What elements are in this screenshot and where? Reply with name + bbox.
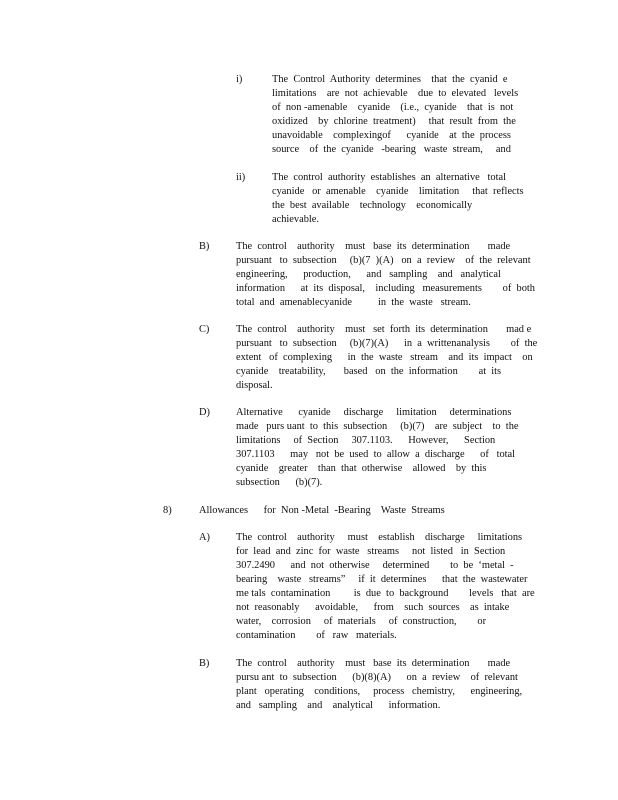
paragraph-lead-zinc-limitations bbox=[236, 531, 535, 643]
text-line: made purs uant to this subsection (b)(7) are subject to the bbox=[236, 421, 519, 432]
text-line: source of the cyanide -bearing waste stream, and bbox=[272, 144, 511, 155]
text-line: and sampling and analytical information. bbox=[236, 700, 441, 711]
text-line: achievable. bbox=[272, 214, 320, 225]
text-line: 307.2490 and not otherwise determined to be ‘metal - bbox=[236, 560, 514, 571]
item-marker: i) bbox=[236, 74, 243, 85]
text-line: contamination of raw materials. bbox=[236, 630, 397, 641]
text-line: 307.1103 may not be used to allow a discharge of total bbox=[236, 449, 516, 460]
section-heading: Allowances for Non -Metal -Bearing Waste Streams bbox=[199, 505, 445, 516]
item-marker: B) bbox=[199, 241, 210, 252]
text-line: engineering, production, and sampling and analytical bbox=[236, 269, 501, 280]
text-line: The Control Authority determines that the cyanid e bbox=[272, 74, 508, 85]
text-line: information at its disposal, including measurements of both bbox=[236, 283, 535, 294]
text-line: limitations of Section 307.1103. However, Section bbox=[236, 435, 496, 446]
text-line: Alternative cyanide discharge limitation determinations bbox=[236, 407, 512, 418]
text-line: The control authority must base its determination made bbox=[236, 658, 511, 669]
paragraph-alternative-discharge bbox=[236, 406, 519, 490]
text-line: me tals contamination is due to background levels that are bbox=[236, 588, 535, 599]
text-line: disposal. bbox=[236, 380, 273, 391]
text-line: cyanide or amenable cyanide limitation that reflects bbox=[272, 186, 524, 197]
text-line: total and amenablecyanide in the waste stream. bbox=[236, 297, 471, 308]
item-marker: B) bbox=[199, 658, 210, 669]
text-line: plant operating conditions, process chemistry, engineering, bbox=[236, 686, 523, 697]
text-line: The control authority must base its determination made bbox=[236, 241, 511, 252]
text-line: of non -amenable cyanide (i.e., cyanide that is not bbox=[272, 102, 514, 113]
text-line: water, corrosion of materials of construction, or bbox=[236, 616, 487, 627]
text-line: for lead and zinc for waste streams not listed in Section bbox=[236, 546, 506, 557]
text-line: unavoidable complexingof cyanide at the process bbox=[272, 130, 511, 141]
text-line: subsection (b)(7). bbox=[236, 477, 323, 488]
paragraph-cyanide-not-achievable bbox=[272, 73, 518, 157]
text-line: limitations are not achievable due to elevated levels bbox=[272, 88, 519, 99]
paragraph-plant-operating-conditions bbox=[236, 657, 522, 713]
text-line: The control authority must establish discharge limitations bbox=[236, 532, 523, 543]
paragraph-base-determination bbox=[236, 240, 535, 310]
text-line: pursu ant to subsection (b)(8)(A) on a review of relevant bbox=[236, 672, 518, 683]
text-line: bearing waste streams” if it determines that the wastewater bbox=[236, 574, 528, 585]
item-marker: A) bbox=[199, 532, 210, 543]
item-marker: C) bbox=[199, 324, 210, 335]
text-line: the best available technology economically bbox=[272, 200, 473, 211]
item-marker: D) bbox=[199, 407, 210, 418]
paragraph-alternative-limitation bbox=[272, 171, 524, 227]
paragraph-written-analysis bbox=[236, 323, 537, 393]
section-number: 8) bbox=[163, 505, 172, 516]
text-line: pursuant to subsection (b)(7 )(A) on a review of the relevant bbox=[236, 255, 531, 266]
text-line: The control authority must set forth its determination mad e bbox=[236, 324, 532, 335]
text-line: extent of complexing in the waste stream and its impact on bbox=[236, 352, 533, 363]
item-marker: ii) bbox=[236, 172, 246, 183]
text-line: cyanide greater than that otherwise allowed by this bbox=[236, 463, 487, 474]
text-line: The control authority establishes an alternative total bbox=[272, 172, 507, 183]
text-line: cyanide treatability, based on the information at its bbox=[236, 366, 502, 377]
text-line: pursuant to subsection (b)(7)(A) in a writtenanalysis of the bbox=[236, 338, 538, 349]
text-line: not reasonably avoidable, from such sources as intake bbox=[236, 602, 510, 613]
text-line: oxidized by chlorine treatment) that result from the bbox=[272, 116, 516, 127]
